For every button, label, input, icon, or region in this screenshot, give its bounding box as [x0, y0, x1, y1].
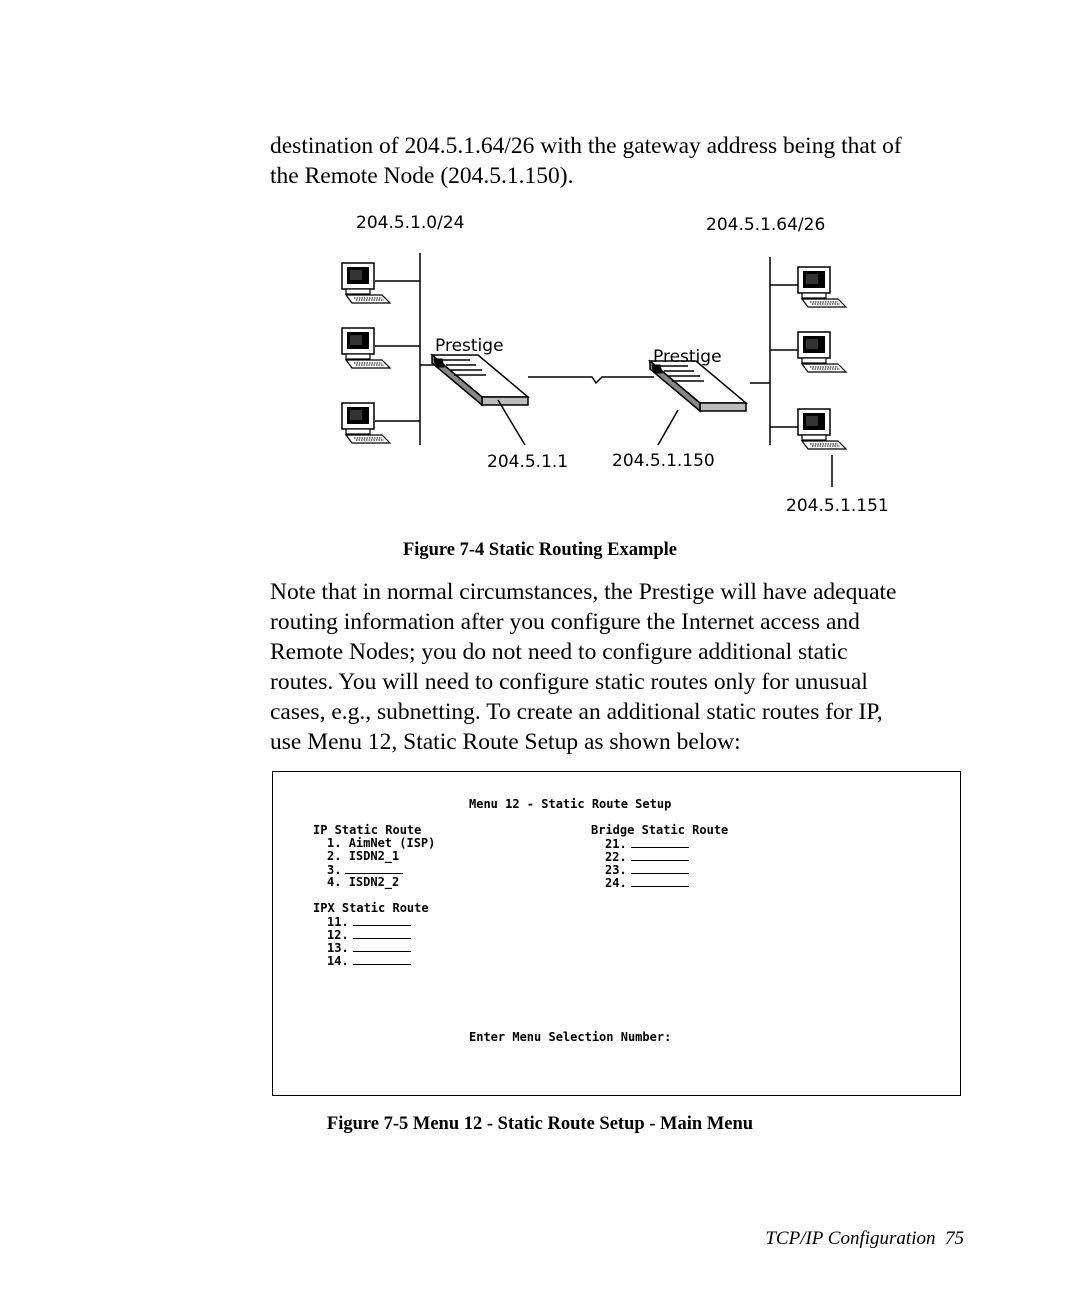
figure-4-caption: Figure 7-4 Static Routing Example	[402, 540, 678, 560]
ipx-route-item-12[interactable]: 12.	[327, 928, 411, 942]
bridge-static-route-heading: Bridge Static Route	[591, 823, 729, 837]
page-footer	[765, 1228, 964, 1250]
bridge-route-item-21[interactable]: 21.	[605, 837, 689, 851]
right-router-icon	[650, 361, 746, 411]
figure-5-caption: Figure 7-5 Menu 12 - Static Route Setup - Main Menu	[326, 1114, 754, 1134]
left-computer-icon	[342, 403, 420, 443]
empty-field	[353, 915, 411, 926]
empty-field	[631, 850, 689, 861]
right-computer-icon	[770, 409, 846, 449]
ip-route-item-1[interactable]: 1. AimNet (ISP)	[327, 836, 436, 850]
ip-route-value: ISDN2_1	[348, 849, 400, 863]
note-line: Remote Nodes; you do not need to configure additional static	[270, 639, 848, 665]
menu-selection-prompt[interactable]: Enter Menu Selection Number:	[469, 1030, 672, 1044]
right-router-label: Prestige	[653, 347, 722, 367]
ipx-route-item-14[interactable]: 14.	[327, 954, 411, 968]
bridge-route-item-23[interactable]: 23.	[605, 863, 689, 877]
footer-section-title: TCP/IP Configuration	[765, 1228, 936, 1249]
ip-route-item-2[interactable]: 2. ISDN2_1	[327, 849, 400, 863]
left-router-icon	[432, 355, 528, 405]
intro-line: destination of 204.5.1.64/26 with the gateway address being that of	[270, 133, 902, 159]
ip-route-item-3[interactable]: 3.	[327, 863, 403, 877]
wan-link	[528, 377, 654, 383]
note-line: routing information after you configure the Internet access and	[270, 609, 860, 635]
note-line: cases, e.g., subnetting. To create an additional static routes for IP,	[270, 699, 883, 725]
bridge-route-item-24[interactable]: 24.	[605, 876, 689, 890]
left-router-ip-label: 204.5.1.1	[487, 452, 569, 472]
note-line: routes. You will need to configure static routes only for unusual	[270, 669, 868, 695]
intro-paragraph	[270, 131, 970, 191]
left-computer-icon	[342, 263, 420, 303]
bridge-route-item-22[interactable]: 22.	[605, 850, 689, 864]
note-paragraph	[270, 577, 970, 757]
ipx-route-item-13[interactable]: 13.	[327, 941, 411, 955]
left-router-label: Prestige	[435, 336, 504, 356]
empty-field	[631, 837, 689, 848]
right-computer-icon	[770, 332, 846, 372]
left-computer-icon	[342, 328, 420, 368]
right-network-label: 204.5.1.64/26	[706, 215, 826, 235]
ipx-route-item-11[interactable]: 11.	[327, 915, 411, 929]
right-host-ip-label: 204.5.1.151	[786, 496, 889, 515]
empty-field	[353, 941, 411, 952]
right-router-ip-label: 204.5.1.150	[612, 451, 715, 471]
empty-field	[353, 954, 411, 965]
ip-route-item-4[interactable]: 4. ISDN2_2	[327, 875, 400, 889]
left-network-label: 204.5.1.0/24	[356, 213, 465, 233]
intro-line: the Remote Node (204.5.1.150).	[270, 163, 574, 189]
empty-field	[353, 928, 411, 939]
empty-field	[631, 876, 689, 887]
page-number: 75	[945, 1228, 964, 1249]
ip-route-value: AimNet (ISP)	[348, 836, 436, 850]
empty-field	[631, 863, 689, 874]
ip-route-value: ISDN2_2	[348, 875, 400, 889]
note-line: use Menu 12, Static Route Setup as shown below:	[270, 729, 741, 755]
menu-title: Menu 12 - Static Route Setup	[469, 797, 672, 811]
right-computer-icon	[770, 267, 846, 307]
static-routing-diagram	[320, 205, 920, 515]
menu-12-screen	[272, 771, 961, 1096]
ip-static-route-heading: IP Static Route	[313, 823, 422, 837]
ipx-static-route-heading: IPX Static Route	[313, 901, 429, 915]
empty-field	[345, 863, 403, 874]
note-line: Note that in normal circumstances, the Prestige will have adequate	[270, 579, 897, 605]
